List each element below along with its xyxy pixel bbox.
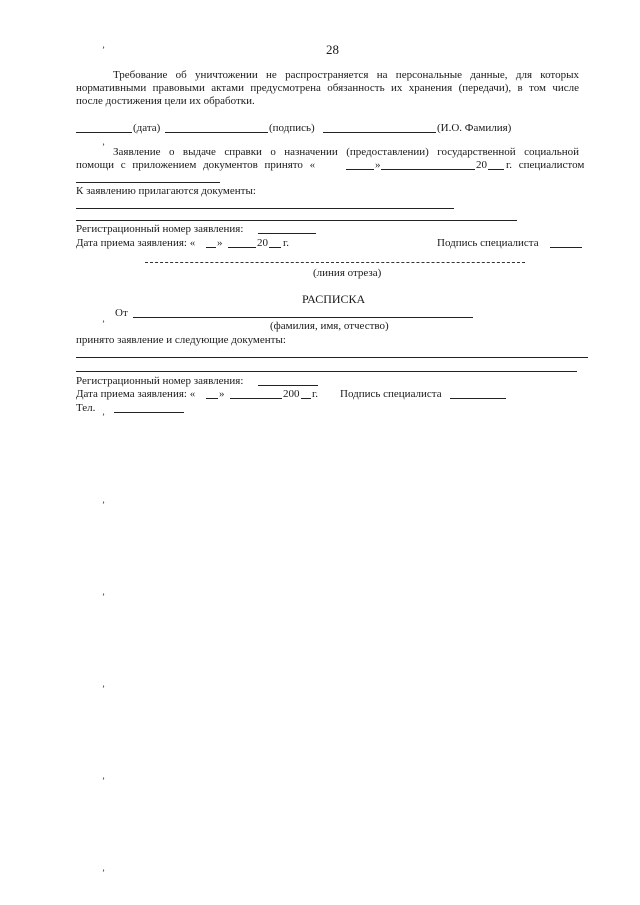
signature-blank xyxy=(450,398,506,399)
paragraph-line: Заявление о выдаче справки о назначении (предоставлении) государственной социальной xyxy=(113,146,579,158)
year-suffix: г. xyxy=(312,388,319,400)
documents-blank-line xyxy=(76,220,517,221)
year-prefix: 20 xyxy=(257,237,268,249)
receipt-specialist-signature-label: Подпись специалиста xyxy=(340,388,442,400)
year-prefix: 20 xyxy=(476,159,487,171)
reg-number-blank xyxy=(258,233,316,234)
cut-line xyxy=(145,262,525,263)
blank-line xyxy=(165,132,268,133)
paragraph-line: после достижения цели их обработки. xyxy=(76,95,255,107)
from-label: От xyxy=(115,307,128,319)
blank-line xyxy=(206,247,216,248)
date-received-label: Дата приема заявления: « xyxy=(76,237,196,249)
reg-number-blank xyxy=(258,385,318,386)
phone-blank xyxy=(114,412,184,413)
documents-blank-line xyxy=(76,371,577,372)
date-label: (дата) xyxy=(133,122,161,134)
margin-mark: ʼ xyxy=(102,776,105,786)
specialist-signature-label: Подпись специалиста xyxy=(437,237,539,249)
paragraph-line: помощи с приложением документов принято « xyxy=(76,159,316,171)
receipt-title: РАСПИСКА xyxy=(302,292,366,306)
year-prefix: 200 xyxy=(283,388,300,400)
margin-mark: ʼ xyxy=(102,142,105,152)
date-blank xyxy=(76,132,132,133)
blank-line xyxy=(269,247,281,248)
margin-mark: ʼ xyxy=(102,45,105,55)
margin-mark: ʼ xyxy=(102,868,105,878)
reg-number-label: Регистрационный номер заявления: xyxy=(76,223,244,235)
documents-blank-line xyxy=(76,208,454,209)
quote-close: » xyxy=(217,237,223,249)
receipt-reg-number-label: Регистрационный номер заявления: xyxy=(76,375,244,387)
blank-line xyxy=(301,398,311,399)
signature-label: (подпись) xyxy=(269,122,315,134)
year-suffix: г. xyxy=(283,237,290,249)
from-blank-line xyxy=(133,317,473,318)
quote-close: » xyxy=(219,388,225,400)
signature-blank xyxy=(550,247,582,248)
blank-line xyxy=(488,169,504,170)
margin-mark: ʼ xyxy=(102,319,105,329)
margin-mark: ʼ xyxy=(102,412,105,422)
cut-line-label: (линия отреза) xyxy=(313,267,382,279)
blank-line xyxy=(76,182,220,183)
blank-line xyxy=(228,247,256,248)
paragraph-line: нормативными правовыми актами предусмотрена обязанность их хранения (передачи), в том числе xyxy=(76,82,579,94)
phone-label: Тел. xyxy=(76,402,96,414)
page-number: 28 xyxy=(326,42,339,57)
paragraph-line-end: г. специалистом xyxy=(506,159,585,171)
blank-line xyxy=(346,169,374,170)
receipt-date-label: Дата приема заявления: « xyxy=(76,388,196,400)
quote-close: » xyxy=(375,159,381,171)
accepted-docs-label: принято заявление и следующие документы: xyxy=(76,334,286,346)
attached-docs-label: К заявлению прилагаются документы: xyxy=(76,185,256,197)
margin-mark: ʼ xyxy=(102,684,105,694)
paragraph-line: Требование об уничтожении не распространяется на персональные данные, для которых xyxy=(113,69,579,81)
margin-mark: ʼ xyxy=(102,500,105,510)
blank-line xyxy=(323,132,436,133)
full-name-label: (И.О. Фамилия) xyxy=(437,122,512,134)
documents-blank-line xyxy=(76,357,588,358)
blank-line xyxy=(206,398,218,399)
margin-mark: ʼ xyxy=(102,592,105,602)
blank-line xyxy=(381,169,475,170)
fio-label: (фамилия, имя, отчество) xyxy=(270,320,389,332)
blank-line xyxy=(230,398,282,399)
